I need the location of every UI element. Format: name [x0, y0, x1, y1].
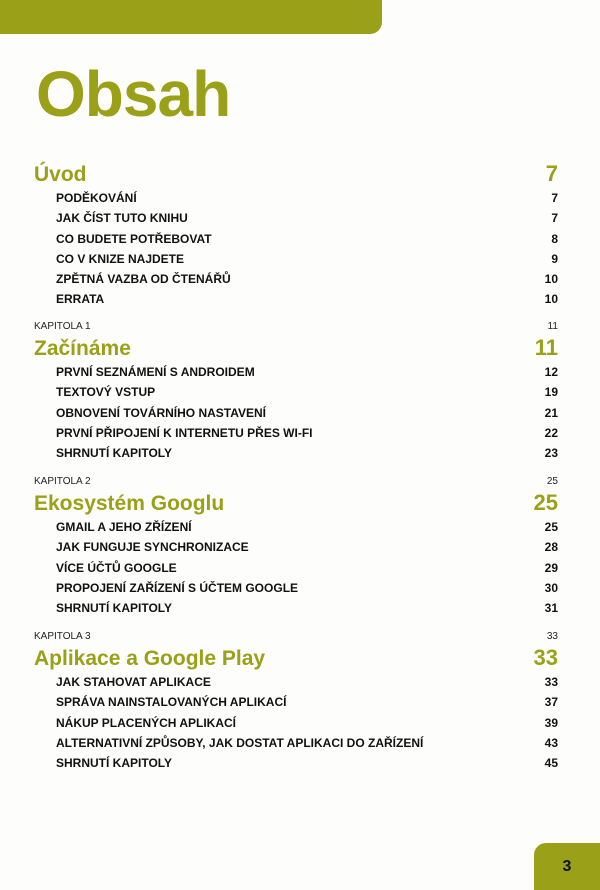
- entry-page: 22: [544, 425, 558, 440]
- toc-entry[interactable]: [34, 403, 558, 423]
- chapter-page: 11: [534, 335, 558, 360]
- entry-label: JAK STAHOVAT APLIKACE: [56, 675, 211, 689]
- chapter-title: Aplikace a Google Play: [34, 647, 266, 670]
- entry-label: CO BUDETE POTŘEBOVAT: [56, 231, 212, 246]
- entry-page: 31: [544, 601, 558, 616]
- chapter-title: Ekosystém Googlu: [34, 492, 225, 515]
- chapter-label-row: [34, 630, 558, 644]
- chapter-page: 7: [545, 161, 558, 186]
- toc-entry[interactable]: [34, 269, 558, 289]
- entry-page: 39: [544, 715, 558, 730]
- toc-entry[interactable]: [34, 753, 558, 773]
- toc-entry[interactable]: [34, 713, 558, 733]
- chapter-label-page: 11: [547, 321, 558, 332]
- toc-entry[interactable]: [34, 208, 558, 228]
- entry-label: SHRNUTÍ KAPITOLY: [56, 756, 173, 771]
- entry-label: CO V KNIZE NAJDETE: [56, 251, 185, 266]
- chapter-title: Úvod: [34, 163, 87, 186]
- toc-entry[interactable]: [34, 289, 558, 309]
- chapter-heading[interactable]: [34, 334, 558, 362]
- entry-page: 23: [544, 446, 558, 461]
- entry-page: 8: [551, 231, 558, 246]
- toc-entry[interactable]: [34, 558, 558, 578]
- toc-entry[interactable]: [34, 578, 558, 598]
- entry-page: 28: [544, 540, 558, 555]
- toc-entry[interactable]: [34, 188, 558, 208]
- chapter-page: 33: [533, 645, 558, 670]
- toc-entry[interactable]: [34, 672, 558, 692]
- entry-page: 7: [551, 211, 558, 226]
- entry-label: PRVNÍ SEZNÁMENÍ S ANDROIDEM: [56, 365, 255, 379]
- entry-page: 7: [551, 191, 558, 205]
- toc-entry[interactable]: [34, 229, 558, 249]
- toc-entry[interactable]: [34, 517, 558, 537]
- entry-label: PRVNÍ PŘIPOJENÍ K INTERNETU PŘES WI-FI: [56, 425, 313, 440]
- chapter-label: KAPITOLA 2: [34, 476, 91, 487]
- page-number-badge: [534, 843, 600, 890]
- toc-entry[interactable]: [34, 362, 558, 382]
- entry-label: JAK FUNGUJE SYNCHRONIZACE: [56, 540, 249, 555]
- entry-page: 37: [544, 695, 558, 710]
- entry-label: PROPOJENÍ ZAŘÍZENÍ S ÚČTEM GOOGLE: [56, 580, 299, 595]
- toc-entry[interactable]: [34, 537, 558, 557]
- chapter-title: Začínáme: [34, 337, 131, 360]
- toc-entry[interactable]: [34, 382, 558, 402]
- entry-page: 29: [544, 560, 558, 575]
- page-title: Obsah: [36, 58, 231, 130]
- entry-label: JAK ČÍST TUTO KNIHU: [56, 211, 188, 226]
- toc-entry[interactable]: [34, 598, 558, 618]
- entry-page: 10: [544, 292, 558, 307]
- entry-label: ALTERNATIVNÍ ZPŮSOBY, JAK DOSTAT APLIKACI DO ZAŘÍZENÍ: [56, 735, 424, 750]
- toc-entry[interactable]: [34, 423, 558, 443]
- toc-section-chapter-2: [34, 475, 558, 618]
- entry-page: 9: [551, 251, 558, 266]
- entry-label: NÁKUP PLACENÝCH APLIKACÍ: [56, 715, 237, 730]
- entry-page: 33: [544, 675, 558, 689]
- entry-page: 45: [544, 756, 558, 771]
- entry-page: 43: [544, 735, 558, 750]
- entry-label: SHRNUTÍ KAPITOLY: [56, 446, 173, 461]
- entry-page: 21: [544, 405, 558, 420]
- chapter-label-page: 25: [546, 476, 558, 487]
- entry-page: 10: [544, 272, 558, 287]
- entry-label: SHRNUTÍ KAPITOLY: [56, 601, 173, 616]
- page-number: 3: [562, 857, 572, 875]
- chapter-label: KAPITOLA 1: [34, 321, 91, 332]
- entry-label: ERRATA: [56, 292, 105, 307]
- toc-section-chapter-3: [34, 630, 558, 773]
- entry-label: PODĚKOVÁNÍ: [56, 191, 137, 205]
- chapter-heading[interactable]: [34, 644, 558, 672]
- chapter-heading[interactable]: [34, 160, 558, 188]
- toc-entry[interactable]: [34, 692, 558, 712]
- chapter-label-row: [34, 475, 558, 489]
- entry-label: GMAIL A JEHO ZŘÍZENÍ: [56, 520, 192, 534]
- chapter-label-row: [34, 320, 558, 334]
- chapter-heading[interactable]: [34, 489, 558, 517]
- toc-entry[interactable]: [34, 443, 558, 463]
- toc-entry[interactable]: [34, 733, 558, 753]
- entry-label: SPRÁVA NAINSTALOVANÝCH APLIKACÍ: [56, 695, 287, 710]
- top-accent-bar: [0, 0, 382, 34]
- chapter-page: 25: [533, 490, 558, 515]
- toc-section-chapter-1: [34, 320, 558, 463]
- entry-label: TEXTOVÝ VSTUP: [56, 385, 156, 400]
- entry-page: 12: [544, 365, 558, 379]
- entry-page: 19: [544, 385, 558, 400]
- toc-section-intro: [34, 160, 558, 310]
- chapter-label-page: 33: [546, 631, 558, 642]
- entry-label: ZPĚTNÁ VAZBA OD ČTENÁŘŮ: [56, 272, 231, 287]
- chapter-label: KAPITOLA 3: [34, 631, 91, 642]
- toc-entry[interactable]: [34, 249, 558, 269]
- entry-page: 25: [544, 520, 558, 534]
- entry-label: OBNOVENÍ TOVÁRNÍHO NASTAVENÍ: [56, 405, 267, 420]
- entry-page: 30: [544, 580, 558, 595]
- entry-label: VÍCE ÚČTŮ GOOGLE: [56, 560, 177, 575]
